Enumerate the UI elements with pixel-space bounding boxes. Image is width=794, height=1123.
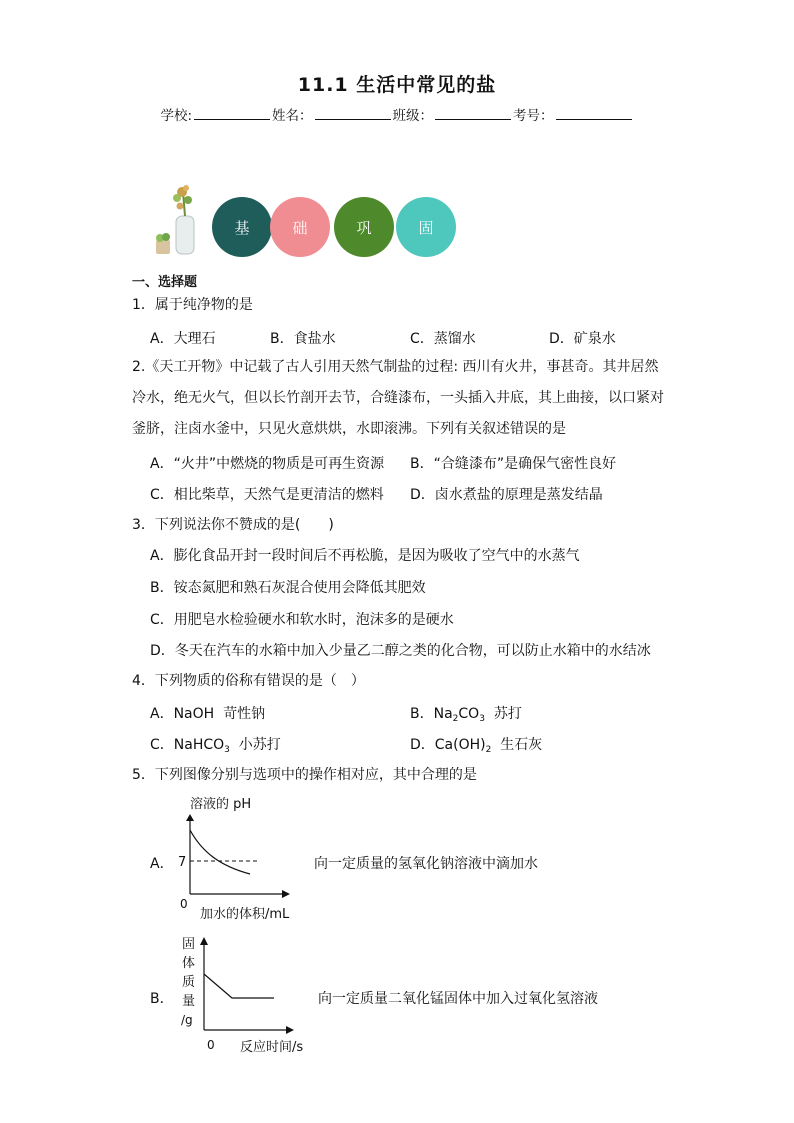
q5-a-origin: 0 xyxy=(180,897,188,911)
q1-stem: 1．属于纯净物的是 xyxy=(132,297,253,313)
q5-option-b-desc: 向一定质量二氧化锰固体中加入过氧化氢溶液 xyxy=(318,991,598,1007)
q2-option-d: D．卤水煮盐的原理是蒸发结晶 xyxy=(410,487,603,503)
q5-a-y-arrow xyxy=(186,814,194,821)
q4-b-name: 苏打 xyxy=(493,706,522,722)
q5-b-origin: 0 xyxy=(207,1038,215,1052)
number-label: 考号： xyxy=(513,108,554,124)
q4-d-sub: 2 xyxy=(485,745,492,755)
q4-c-name: 小苏打 xyxy=(238,737,281,753)
q1-option-d: D．矿泉水 xyxy=(549,331,616,347)
q4-option-a xyxy=(150,703,265,723)
page-title: 11.1 生活中常见的盐 xyxy=(297,74,497,96)
q4-option-c xyxy=(150,734,281,754)
q5-option-a-desc: 向一定质量的氢氧化钠溶液中滴加水 xyxy=(314,856,538,872)
q3-stem: 3．下列说法你不赞成的是( ) xyxy=(132,517,334,533)
q5-graph-a xyxy=(168,790,318,925)
q4-a-formula: A．NaOH xyxy=(150,706,215,722)
banner-circle-4: 固 xyxy=(396,197,456,257)
q5-stem: 5．下列图像分别与选项中的操作相对应，其中合理的是 xyxy=(132,767,477,783)
school-label: 学校: xyxy=(160,108,193,124)
q4-d-name: 生石灰 xyxy=(500,737,543,753)
q5-b-curve xyxy=(204,974,274,998)
q4-d-formula: D．Ca(OH) xyxy=(410,737,486,753)
q4-a-name: 苛性钠 xyxy=(223,706,266,722)
q5-option-b-label: B． xyxy=(150,991,174,1007)
q5-b-ylabel-5: /g xyxy=(181,1013,193,1027)
q5-graph-b xyxy=(176,932,316,1057)
q4-stem: 4．下列物质的俗称有错误的是（ ） xyxy=(132,673,365,689)
banner-circle-1: 基 xyxy=(212,197,272,257)
q4-option-d xyxy=(410,734,542,754)
section-heading: 一、选择题 xyxy=(132,275,198,290)
q5-a-curve xyxy=(190,830,250,874)
q2-option-a: A．“火井”中燃烧的物质是可再生资源 xyxy=(150,456,385,472)
q5-b-ylabel-1: 固 xyxy=(182,937,196,952)
q2-line-2: 冷水，绝无火气，但以长竹剖开去节，合缝漆布，一头插入井底，其上曲接，以口紧对 xyxy=(132,390,664,406)
banner-circle-3: 巩 xyxy=(334,197,394,257)
q2-option-b: B．“合缝漆布”是确保气密性良好 xyxy=(410,456,617,472)
number-blank xyxy=(556,106,632,120)
q3-option-c: C．用肥皂水检验硬水和软水时，泡沫多的是硬水 xyxy=(150,612,454,628)
plant-vase-icon xyxy=(150,182,202,258)
q5-a-ytick-7: 7 xyxy=(178,855,187,870)
banner-circle-2: 础 xyxy=(270,197,330,257)
q5-a-x-arrow xyxy=(282,890,290,898)
q5-b-ylabel-4: 量 xyxy=(182,994,196,1009)
q2-line-3: 釜脐，注卤水釜中，只见火意烘烘，水即滚沸。下列有关叙述错误的是 xyxy=(132,421,566,437)
q4-option-b xyxy=(410,703,522,723)
q5-b-y-arrow xyxy=(200,937,208,945)
class-blank xyxy=(435,106,511,120)
q5-b-xlabel: 反应时间/s xyxy=(240,1040,304,1055)
school-blank xyxy=(194,106,270,120)
q2-line-1: 2.《天工开物》中记载了古人引用天然气制盐的过程: 西川有火井，事甚奇。其井居然 xyxy=(132,359,659,375)
name-blank xyxy=(315,106,391,120)
q5-b-ylabel-2: 体 xyxy=(182,956,196,971)
q5-option-a-label: A． xyxy=(150,856,174,872)
q5-a-ylabel: 溶液的 pH xyxy=(190,797,252,812)
q1-option-a: A．大理石 xyxy=(150,331,216,347)
q5-b-ylabel-3: 质 xyxy=(182,975,196,990)
q1-option-c: C．蒸馏水 xyxy=(410,331,476,347)
q3-option-b: B．铵态氮肥和熟石灰混合使用会降低其肥效 xyxy=(150,580,426,596)
q3-option-d: D．冬天在汽车的水箱中加入少量乙二醇之类的化合物，可以防止水箱中的水结冰 xyxy=(150,643,651,659)
student-info-line xyxy=(0,104,794,124)
q1-option-b: B．食盐水 xyxy=(270,331,336,347)
q4-b-formula-1: B．Na xyxy=(410,706,453,722)
q3-option-a: A．膨化食品开封一段时间后不再松脆，是因为吸收了空气中的水蒸气 xyxy=(150,548,580,564)
q4-b-formula-2: CO xyxy=(458,706,480,722)
q4-c-formula: C．NaHCO xyxy=(150,737,225,753)
q2-option-c: C．相比柴草，天然气是更清洁的燃料 xyxy=(150,487,384,503)
q4-c-sub: 3 xyxy=(224,745,230,755)
q4-b-sub-1: 2 xyxy=(452,714,459,724)
q5-b-x-arrow xyxy=(286,1026,294,1034)
name-label: 姓名： xyxy=(272,108,313,124)
q4-b-sub-2: 3 xyxy=(479,714,485,724)
q5-a-xlabel: 加水的体积/mL xyxy=(200,907,290,922)
class-label: 班级： xyxy=(392,108,434,124)
